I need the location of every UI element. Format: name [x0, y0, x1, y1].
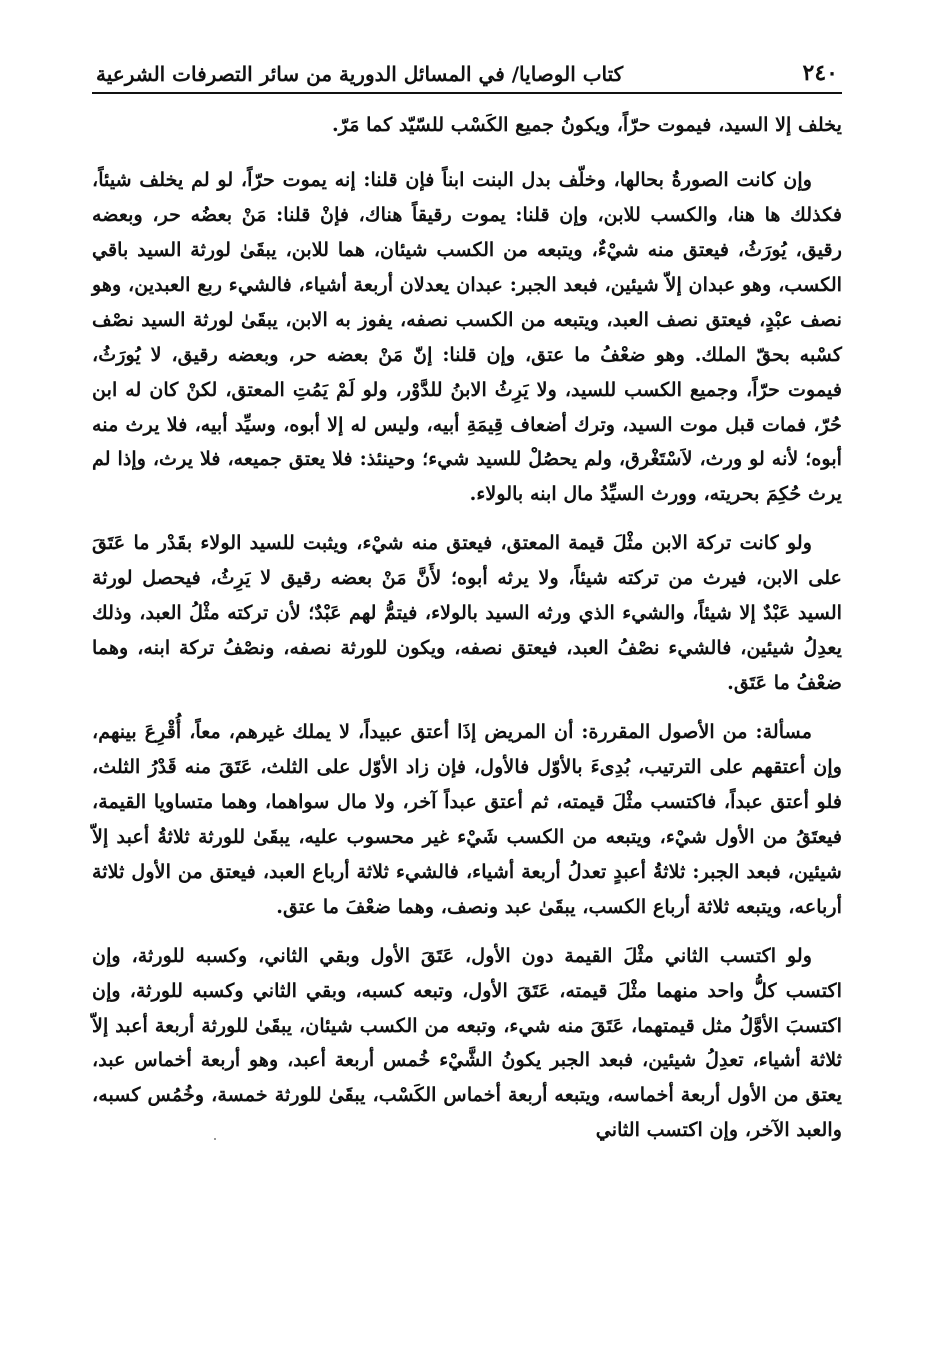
paragraph-continuation: يخلف إلا السيد، فيموت حرّاً، ويكونُ جميع الكَسْب للسّيّد كما مَرّ. [331, 113, 842, 136]
print-speck [214, 1138, 216, 1140]
paragraph: وإن كانت الصورةُ بحالها، وخلّف بدل البنت ابناً فإن قلنا: إنه يموت حرّاً، لو لم يخلف شيئاً، فكذلك ها هنا، والكسب للابن، وإن قلنا: يموت رقيقاً هناك، فإنْ قلنا: مَنْ بعضُه حر، وبعضه رقيق، يُورَثُ، فيعتق منه شيْءٌ، ويتبعه من الكسب شيئان، هما للابن، يبقَىٰ لورثة السيد باقي الكسب، وهو عبدان إلاّ شيئين، فبعد الجبر: عبدان يعدلان أربعة أشياء، فالشيء ربع العبدين، وهو نصف عبْدٍ، فيعتق نصف العبد، ويتبعه من الكسب نصفه، يفوز به الابن، يبقَىٰ لورثة السيد نصْف كسْبه بحقّ الملك. وهو ضعْفُ ما عتق، وإن قلنا: إنّ مَنْ بعضه حر، وبعضه رقيق، لا يُورَثُ، فيموت حرّاً، وجميع الكسب للسيد، ولا يَرِثُ الابنُ للدَّوْر، ولو لَمْ يَمُتِ المعتق، لكنْ كان له ابن حُرّ، فمات قبل موت السيد، وترك أضعاف قِيمَةِ أبيه، وليس له إلا أبوه، وسيِّد أبيه، فلا يرث منه أبوه؛ لأنه لو ورث، لاَسْتَغْرق، ولم يحصُلْ للسيد شيء؛ وحينئذ: فلا يعتق جميعه، فلا يرث، وإذا لم يرث حُكِمَ بحريته، وورث السيِّدُ مال ابنه بالولاء. [92, 167, 842, 506]
page-number: ٢٤٠ [802, 60, 838, 86]
masala-text: من الأصول المقررة: أن المريض إذَا أعتق عبيداً، لا يملك غيرهم، معاً، أُقْرِعَ بينهم، وإن أعتقهم على الترتيب، بُدِىءَ بالأوّل فالأول، فإن زاد الأوّل على الثلث، عَتَقَ منه قَدْرُ الثلث، فلو أعتق عبداً، فاكتسب مثْلَ قيمته، ثم أعتق عبداً آخر، ولا مال سواهما، وهما متساويا القيمة، فيعتَقُ من الأول شيْء، ويتبعه من الكسب شَيْء غير محسوب عليه، يبقَىٰ للورثة ثلاثةُ أعبد إلاّ شيئين، فبعد الجبر: ثلاثةُ أعبدٍ تعدلُ أربعة أشياء، فالشيء ثلاثة أرباع العبد، فيعتق من الأول ثلاثة أرباعه، ويتبعه ثلاثة أرباع الكسب، يبقَىٰ عبد ونصف، وهما ضعْفَ ما عتق. [92, 720, 842, 918]
paragraph: ولو اكتسب الثاني مثْلَ القيمة دون الأول، عَتَقَ الأول وبقي الثاني، وكسبه للورثة، وإن اكتسب كلُّ واحد منهما مثْلَ قيمته، عَتَقَ الأول، وتبعه كسبه، وبقي الثاني وكسبه للورثة، وإن اكتسبَ الأوَّلُ مثل قيمتهما، عَتَقَ منه شيء، وتبعه من الكسب شيئان، يبقَىٰ للورثة أربعة أعبد إلاّ ثلاثة أشياء، تعدِلُ شيئين، فبعد الجبر يكونُ الشَّيْء خُمس أربعة أعبد، وهو أربعة أخماس عبد، يعتق من الأول أربعة أخماسه، ويتبعه أربعة أخماس الكَسْب، يبقَىٰ للورثة خمسة، وخُمُس كسبه، والعبد الآخر، وإن اكتسب الثاني [92, 943, 842, 1142]
body-text [92, 108, 842, 1148]
running-title: كتاب الوصايا/ في المسائل الدورية من سائر التصرفات الشرعية [96, 62, 624, 86]
book-page [92, 40, 842, 1340]
paragraph-masala [92, 715, 842, 925]
masala-label: مسألة: [755, 720, 812, 743]
running-header [92, 40, 842, 94]
paragraph: ولو كانت تركة الابن مثْلَ قيمة المعتق، فيعتق منه شيْء، ويثبت للسيد الولاء بقَدْر ما عَتَقَ على الابن، فيرث من تركته شيئاً، ولا يرثه أبوه؛ لأَنَّ مَنْ بعضه رقيق لا يَرِثُ، فيحصل لورثة السيد عَبْدٌ إلا شيئاً، والشيء الذي ورثه السيد بالولاء، فيتمُّ لهم عَبْدٌ؛ لأن تركته مثْلُ العبد، وذلك يعدِلُ شيئين، فالشيء نصْفُ العبد، فيعتق نصفه، ويكون للورثة نصفه، ونصْفُ تركة ابنه، وهما ضعْفُ ما عَتَق. [92, 531, 842, 695]
